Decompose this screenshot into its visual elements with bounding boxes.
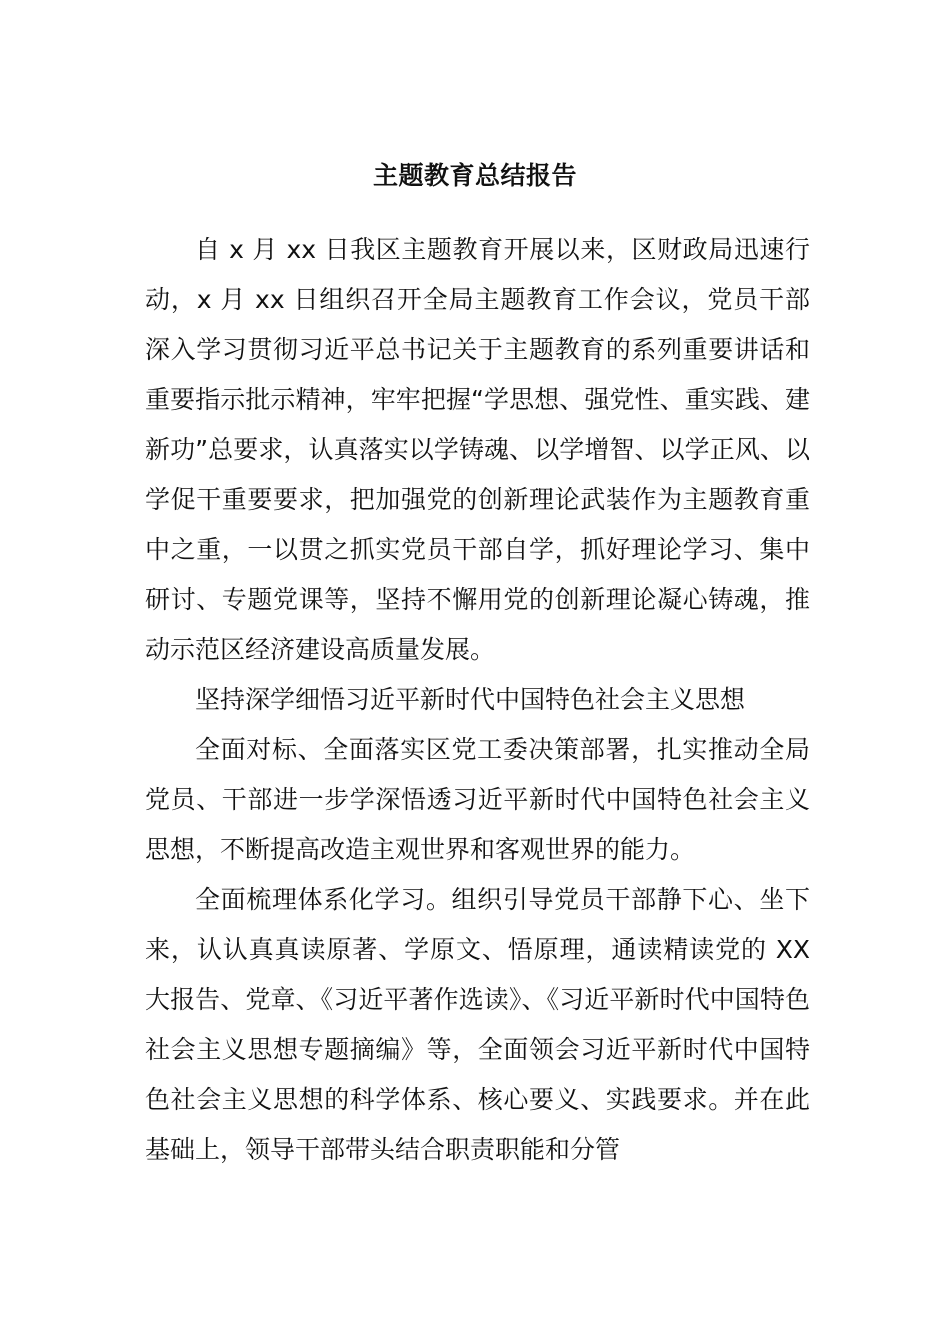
paragraph-overview: 全面对标、全面落实区党工委决策部署，扎实推动全局党员、干部进一步学深悟透习近平新时代中国特色社会主义思想，不断提高改造主观世界和客观世界的能力。 [145,735,810,864]
document-body [145,225,810,1175]
paragraph-heading: 坚持深学细悟习近平新时代中国特色社会主义思想 [195,685,746,714]
paragraph-systematic-study: 全面梳理体系化学习。组织引导党员干部静下心、坐下来，认认真真读原著、学原文、悟原理，通读精读党的 XX 大报告、党章、《习近平著作选读》、《习近平新时代中国特色社会主义思想专题摘编》等，全面领会习近平新时代中国特色社会主义思想的科学体系、核心要义、实践要求。并在此基础上，领导干部带头结合职责职能和分管 [145,885,810,1164]
document-title: 主题教育总结报告 [372,161,577,190]
paragraph-intro: 自 x 月 xx 日我区主题教育开展以来，区财政局迅速行动，x 月 xx 日组织召开全局主题教育工作会议，党员干部深入学习贯彻习近平总书记关于主题教育的系列重要讲话和重要指示批示精神，牢牢把握“学思想、强党性、重实践、建新功”总要求，认真落实以学铸魂、以学增智、以学正风、以学促干重要要求，把加强党的创新理论武装作为主题教育重中之重，一以贯之抓实党员干部自学，抓好理论学习、集中研讨、专题党课等，坚持不懈用党的创新理论凝心铸魂，推动示范区经济建设高质量发展。 [145,235,810,664]
